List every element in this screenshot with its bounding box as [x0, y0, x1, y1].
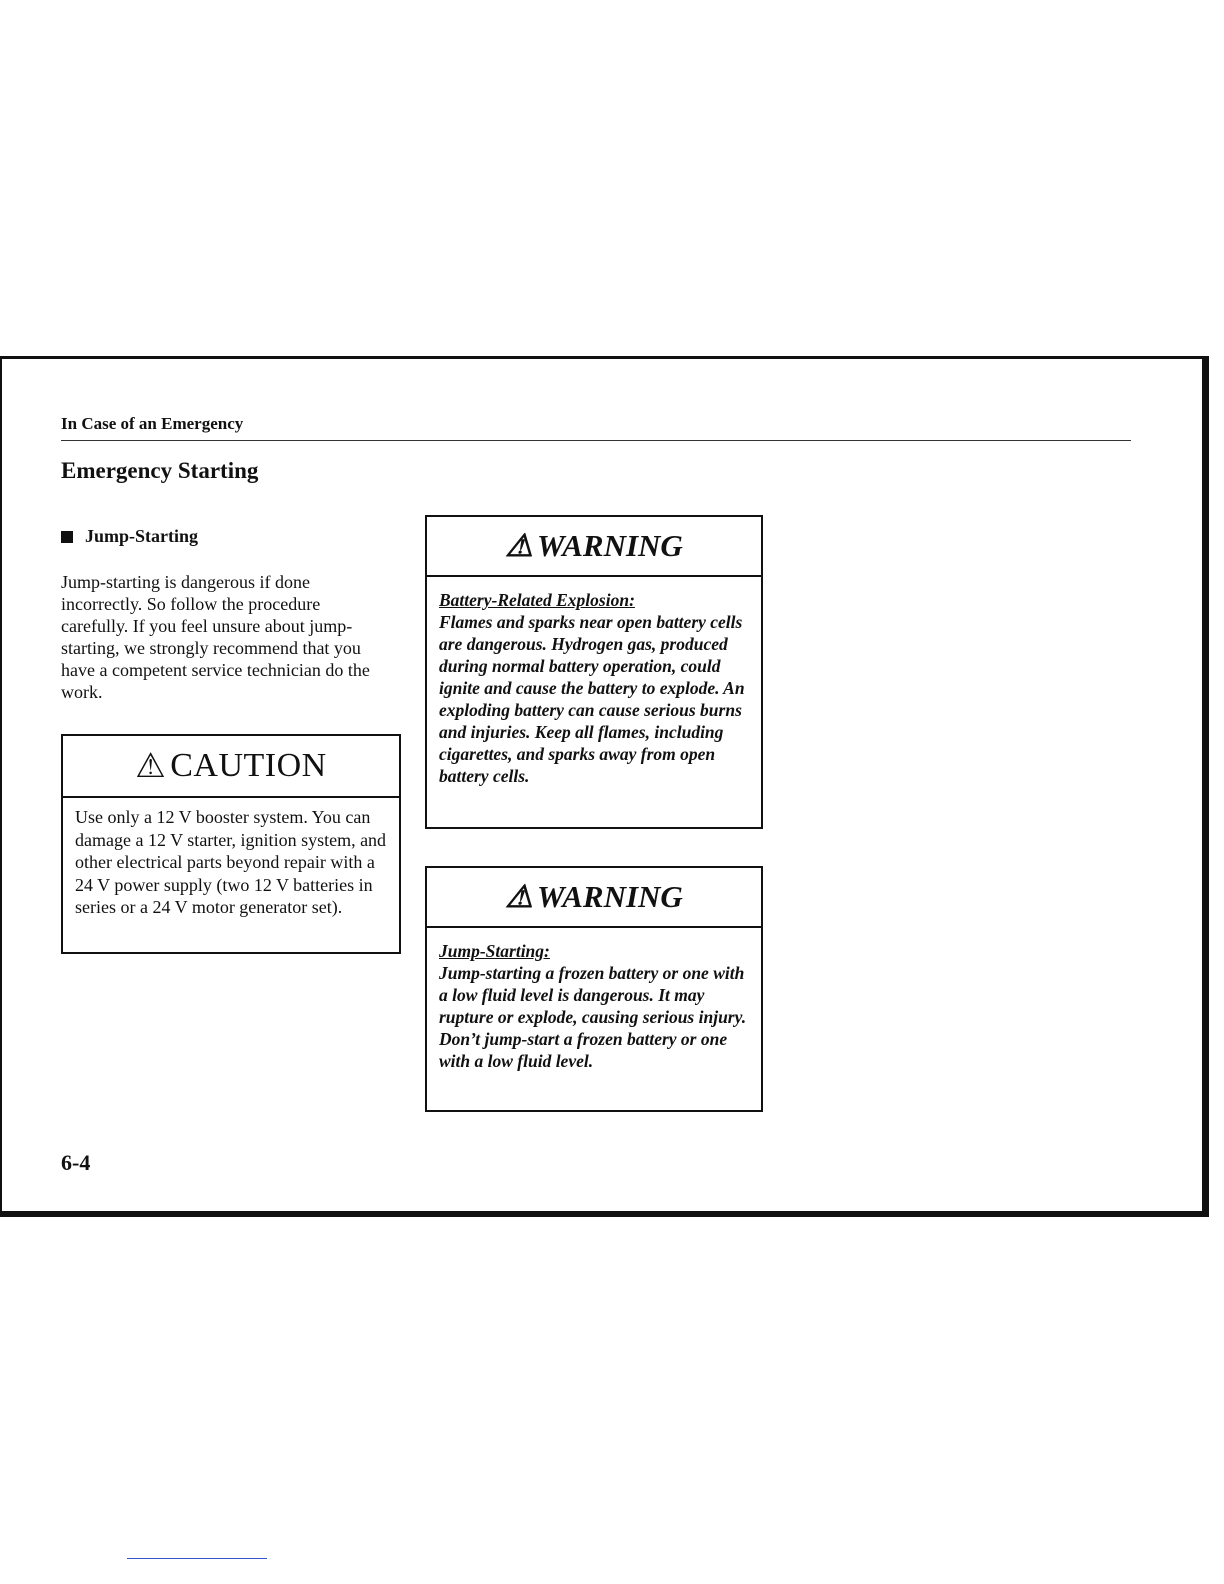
- jump-starting-heading: [61, 526, 198, 547]
- warning-body: [427, 928, 761, 1080]
- warning-text: Jump-starting a frozen battery or one with a low fluid level is dangerous. It may rupture or explode, causing serious injury. Don’t jump-start a frozen battery or one with a low fluid level.: [439, 963, 747, 1071]
- warning-header: [427, 517, 761, 577]
- warning-label: WARNING: [536, 879, 683, 914]
- warning-header: [427, 868, 761, 928]
- warning-subtitle: Jump-Starting:: [439, 941, 550, 961]
- caution-box: [61, 734, 401, 954]
- warning-subtitle: Battery-Related Explosion:: [439, 590, 635, 610]
- warning-box-explosion: [425, 515, 763, 829]
- warning-triangle-icon: ⚠: [505, 528, 533, 563]
- footer-line: [127, 1558, 267, 1559]
- page-number: 6-4: [61, 1150, 91, 1175]
- warning-text: Flames and sparks near open battery cells are dangerous. Hydrogen gas, produced during normal battery operation, could ignite and cause the battery to explode. An exploding battery can cause serious burns and injuries. Keep all flames, including cigarettes, and sparks away from open battery cells.: [439, 612, 745, 786]
- warning-label: WARNING: [536, 528, 683, 563]
- warning-body: [427, 577, 761, 795]
- intro-paragraph: Jump-starting is dangerous if done incorrectly. So follow the procedure carefully. If you feel unsure about jump-starting, we strongly recommend that you have a competent service technician do the work.: [61, 572, 370, 702]
- warning-triangle-icon: ⚠: [135, 748, 167, 785]
- warning-box-jump-starting: [425, 866, 763, 1112]
- square-bullet-icon: [61, 531, 73, 543]
- caution-text: Use only a 12 V booster system. You can damage a 12 V starter, ignition system, and other electrical parts beyond repair with a 24 V power supply (two 12 V batteries in series or a 24 V motor generator set).: [75, 807, 387, 917]
- header-divider: [61, 440, 1131, 441]
- jump-starting-heading-text: Jump-Starting: [85, 526, 199, 546]
- section-header: In Case of an Emergency: [61, 414, 244, 433]
- page-title: Emergency Starting: [61, 458, 259, 483]
- caution-label: CAUTION: [170, 747, 327, 784]
- caution-header: [63, 736, 399, 798]
- warning-triangle-icon: ⚠: [505, 879, 533, 914]
